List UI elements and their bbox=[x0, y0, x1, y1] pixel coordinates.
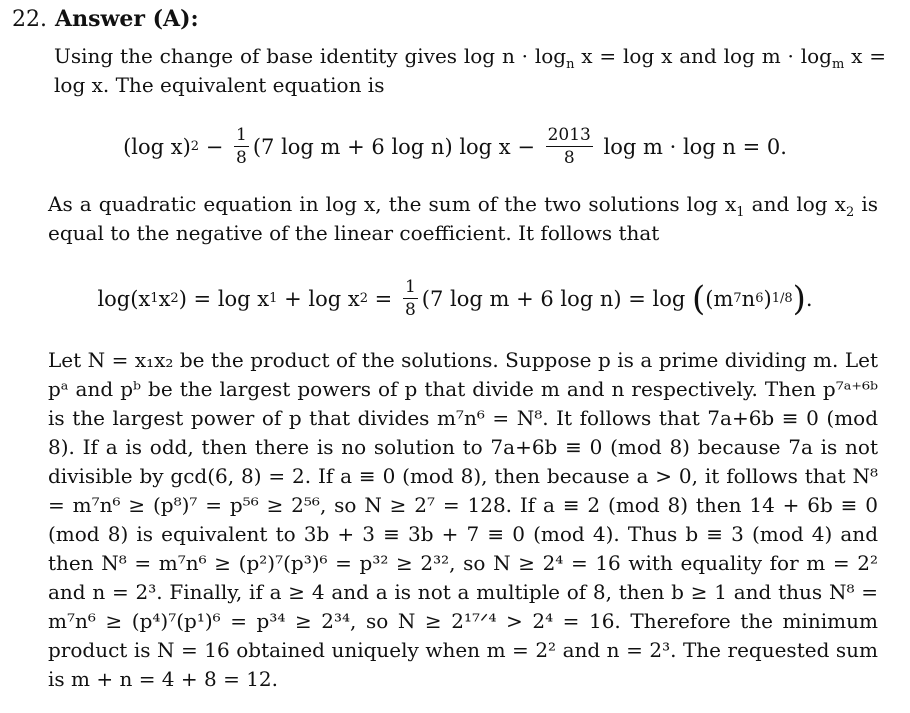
paragraph-main-argument: Let N = x₁x₂ be the product of the solutions. Suppose p is a prime dividing m. Let pᵃ and pᵇ be the largest powers of p that divide m and n respectively. Then p⁷ᵃ⁺⁶ᵇ is the largest power of p that divides m⁷n⁶ = N⁸. It follows that 7a+6b ≡ 0 (mod 8). If a is odd, then there is no solution to 7a+6b ≡ 0 (mod 8) because 7a is not divisible by gcd(6, 8) = 2. If a ≡ 0 (mod 8), then because a > 0, it follows that N⁸ = m⁷n⁶ ≥ (p⁸)⁷ = p⁵⁶ ≥ 2⁵⁶, so N ≥ 2⁷ = 128. If a ≡ 2 (mod 8) then 14 + 6b ≡ 0 (mod 8) is equivalent to 3b + 3 ≡ 3b + 7 ≡ 0 (mod 4). Thus b ≡ 3 (mod 4) and then N⁸ = m⁷n⁶ ≥ (p²)⁷(p³)⁶ = p³² ≥ 2³², so N ≥ 2⁴ = 16 with equality for m = 2² and n = 2³. Finally, if a ≥ 4 and a is not a multiple of 8, then b ≥ 1 and thus N⁸ = m⁷n⁶ ≥ (p⁴)⁷(p¹)⁶ = p³⁴ ≥ 2³⁴, so N ≥ 2¹⁷ᐟ⁴ > 2⁴ = 16. Therefore the minimum product is N = 16 obtained uniquely when m = 2² and n = 2³. The requested sum is m + n = 4 + 8 = 12. bbox=[48, 348, 878, 691]
big-paren-open: ( bbox=[692, 278, 706, 319]
big-paren-close: ) bbox=[792, 278, 806, 319]
fraction-one-eighth-2: $\frac{1}{8}$ bbox=[404, 277, 416, 320]
answer-label: Answer (A): bbox=[55, 6, 199, 32]
paragraph-quadratic-sum: As a quadratic equation in log x, the sum of the two solutions $\log x_1$ and $\log x_2$ is equal to the negative of the linear coefficient. It follows that bbox=[48, 192, 878, 245]
paragraph-change-of-base: Using the change of base identity gives $\log n \cdot \log_n x = \log x$ and $\log m \cdot \log_m x = \log x$. The equivalent equation is bbox=[54, 44, 886, 97]
equation-quadratic: (log x) 2 − $\frac{1}{8}$ (7 log m + 6 log n) log x − $\frac{2013}{8}$ log m · log n = 0. bbox=[123, 125, 787, 168]
problem-number: 22. bbox=[12, 7, 47, 32]
equation-log-product: log(x 1 x 2 ) = log x 1 + log x 2 = $\frac{1}{8}$ (7 log m + 6 log n) = log ( (m 7 n 6 ) 1/8 ) . bbox=[97, 277, 813, 320]
fraction-2013-eighths: $\frac{2013}{8}$ bbox=[547, 125, 591, 168]
fraction-one-eighth: $\frac{1}{8}$ bbox=[236, 125, 247, 168]
solution-heading bbox=[12, 4, 199, 35]
